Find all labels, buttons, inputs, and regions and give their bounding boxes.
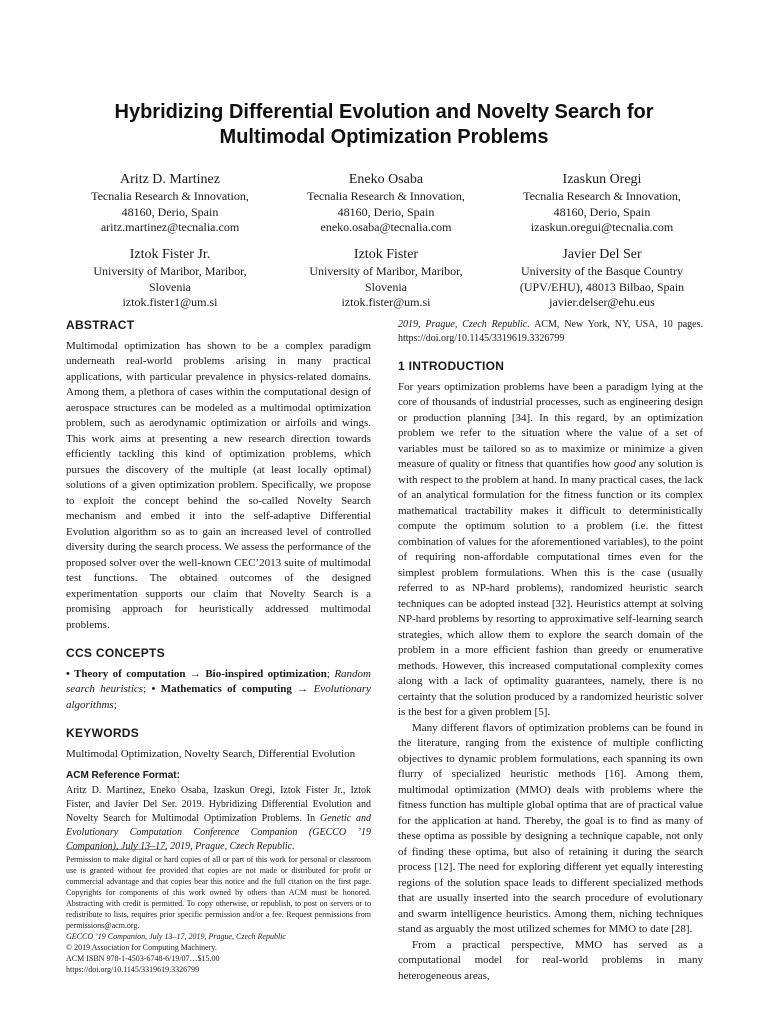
author-name: Javier Del Ser [562,247,642,262]
copyright-line: © 2019 Association for Computing Machinery. [66,942,217,952]
author-name: Aritz D. Martinez [120,172,220,187]
left-column [66,318,371,975]
author-name: Iztok Fister [353,247,419,262]
ccs-separator: ; [143,683,152,695]
intro-heading: 1 INTRODUCTION [398,359,505,373]
intro-p1-emphasis: good [613,458,636,470]
author-location: Slovenia [365,279,407,294]
author-name: Izaskun Oregi [562,172,642,187]
intro-paragraph-1 [398,380,703,721]
author-name: Iztok Fister Jr. [129,247,211,262]
permission-notice [66,854,371,975]
acm-ref-heading: ACM Reference Format: [66,770,180,781]
author-email[interactable]: eneko.osaba@tecnalia.com [320,220,452,234]
author-email[interactable]: izaskun.oregui@tecnalia.com [530,220,674,234]
right-column [398,318,703,984]
intro-paragraph-2: Many different flavors of optimization problems can be found in the literature, ranging from the existence of multiple conflicting objectives to dynamic problem formulations, each spanning its own flurry of specialized heuristic methods [16]. Among them, multimodal optimization (MMO) deals with problems where the fitness function has multiple global optima that are of practical value for the application at hand. Thereby, the goal is to find as many of these optima as possible by designing a technique capable, not only of finding these optima, but also of retaining it during the search process [12]. The need for exploring different yet equally interesting regions of the solution space leads to different specialized methods that are usually inserted into the search procedure of evolutionary and swarm intelligence heuristics. Among them, niching techniques stand as arguably the most utilized schemes for MMO to date [28]. [398,721,703,935]
intro-paragraph-3: From a practical perspective, MMO has served as a computational model for real-world problems in many heterogeneous areas, [398,938,703,982]
author-row-2 [62,245,710,311]
conference-line: GECCO ’19 Companion, July 13–17, 2019, Prague, Czech Republic [66,931,286,941]
acm-ref-pages-doi: ACM, New York, NY, USA, 10 pages. https://doi.org/10.1145/3319619.3326799 [398,319,703,344]
author-affiliation: Tecnalia Research & Innovation, [307,189,465,203]
intro-p1-part-a: For years optimization problems have been a paradigm lying at the core of thousands of industrial processes, such as engineering design or production planning [34]. In this regard, by an optimization problem we refer to the situation where the value of a set of variables must be tailored so as to maximize or minimize a given measure of quality or fitness that quantifies how [398,380,703,470]
acm-ref-venue: Genetic and Evolutionary Computation Conference Companion (GECCO ’19 Companion), July 13–17, 2019, Prague, Czech Republic. [66,812,371,852]
acm-ref-citation: Aritz D. Martinez, Eneko Osaba, Izaskun Oregi, Iztok Fister Jr., Iztok Fister, and Javier Del Ser. 2019. Hybridizing Differential Evolution and Novelty Search for Multimodal Optimization Problems. In [66,784,371,824]
ccs-text [66,667,371,714]
author-location: 48160, Derio, Spain [553,204,651,219]
intro-p1-part-b: any solution is with respect to the problem at hand. In many practical cases, the lack of an analytical formulation for the fitness function or its complex mathematical tractability makes it difficult to deterministically compute the optimum solution to a problem (i.e. the fittest combination of values for the aforementioned variables), to the point of requiring non-affordable computational times even for the simplest problem formulations. When this is the case (usually referred to as NP-hard problems), randomized heuristic search techniques can be adopted instead [32]. Heuristics attempt at solving NP-hard problems by resorting to approximative self-learning search strategies, which allow them to explore the search domain of the problem in a more efficient fashion than greedy or enumerative methods. However, this increased computational complexity comes along with a lack of optimality guarantees, namely, there is no certainty that the solution produced by a randomized heuristic solver is the best for a given problem [5]. [398,458,704,718]
author-affiliation: University of the Basque Country [521,264,683,278]
abstract-heading: ABSTRACT [66,318,135,332]
keywords-text: Multimodal Optimization, Novelty Search, Differential Evolution [66,747,356,760]
author-email[interactable]: iztok.fister@um.si [341,295,431,309]
ccs-separator: ; [326,667,335,680]
author-block [278,170,494,236]
ccs-end: ; [113,698,117,711]
abstract-text: Multimodal optimization has shown to be a complex paradigm underneath real-world problems arising in many practical applications, with particular prevalence in physics-related domains. Among them, a plethora of cases within the computational design of aerospace structures can be modeled as a multimodal optimization problem, such as aerodynamic optimization or airfoils and wings. This work aims at presenting a new research direction towards efficiently tackling this kind of optimization problems, which pursues the discovery of the multiple (at least locally optimal) solutions of a given optimization problem. Specifically, we propose to exploit the concept behind the so-called Novelty Search mechanism and embed it into the self-adaptive Differential Evolution algorithm so as to gain an increased level of controlled diversity during the search process. We assess the performance of the proposed solver over the well-known CEC’2013 suite of multimodal test functions. The obtained outcomes of the designed experimentation supports our claim that Novelty Search is a promising approach for heuristically addressed multimodal problems. [66,339,371,631]
ccs-concept-1: • Theory of computation → Bio-inspired optimization [66,667,327,680]
keywords-heading: KEYWORDS [66,726,140,740]
isbn-line: ACM ISBN 978-1-4503-6748-6/19/07…$15.00 [66,953,220,963]
author-location: 48160, Derio, Spain [337,204,435,219]
title-line-2: Multimodal Optimization Problems [219,126,549,148]
ccs-concept-2-sub: Evolutionary algorithms [66,683,371,711]
doi-link[interactable]: https://doi.org/10.1145/3319619.3326799 [66,964,200,974]
author-block [494,170,710,236]
author-block [62,170,278,236]
author-name: Eneko Osaba [348,172,424,187]
ccs-concept-2: • Mathematics of computing → [151,683,314,695]
author-affiliation: Tecnalia Research & Innovation, [523,189,681,203]
author-email[interactable]: aritz.martinez@tecnalia.com [100,220,240,234]
title-line-1: Hybridizing Differential Evolution and Novelty Search for [114,101,654,123]
ccs-concept-1-sub: Random search heuristics [66,667,371,695]
acm-ref-continuation: 2019, Prague, Czech Republic. ACM, New York, NY, USA, 10 pages. https://doi.org/10.1145/3319619.3326799 [398,319,703,344]
author-location: 48160, Derio, Spain [121,204,219,219]
permission-text: Permission to make digital or hard copies of all or part of this work for personal or classroom use is granted without fee provided that copies are not made or distributed for profit or commercial advantage and that copies bear this notice and the full citation on the first page. Copyrights for components of this work owned by others than ACM must be honored. Abstracting with credit is permitted. To copy otherwise, or republish, to post on servers or to redistribute to lists, requires prior specific permission and/or a fee. Request permissions from permissions@acm.org. [66,854,371,930]
author-block [62,245,278,311]
acm-ref-text [66,784,371,852]
author-location: Slovenia [149,279,191,294]
author-affiliation: University of Maribor, Maribor, [309,264,463,278]
author-email[interactable]: iztok.fister1@um.si [122,295,218,309]
author-affiliation: Tecnalia Research & Innovation, [91,189,249,203]
author-email[interactable]: javier.delser@ehu.eus [549,295,655,309]
author-affiliation: University of Maribor, Maribor, [93,264,247,278]
author-location: (UPV/EHU), 48013 Bilbao, Spain [519,279,685,294]
paper-title [40,100,728,150]
author-block [278,245,494,311]
author-block [494,245,710,311]
ccs-heading: CCS CONCEPTS [66,646,165,660]
author-row-1 [62,170,710,236]
